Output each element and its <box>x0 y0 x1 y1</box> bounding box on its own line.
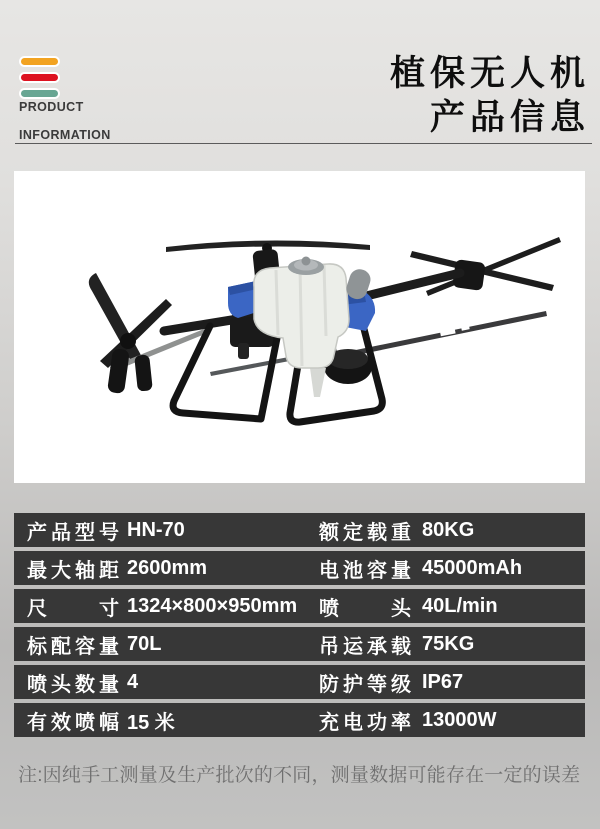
spec-label: 防护等级 <box>319 673 411 696</box>
product-image-panel <box>14 171 585 483</box>
spec-value: 70L <box>127 632 162 655</box>
spec-label: 尺寸 <box>27 597 119 620</box>
spec-row-size <box>14 589 585 623</box>
spec-label: 吊运承载 <box>319 635 411 658</box>
spec-label: 电池容量 <box>319 559 411 582</box>
spec-label: 产品型号 <box>27 521 119 544</box>
spec-row-nozzles <box>14 665 585 699</box>
page-title-line2: 产品信息 <box>429 98 590 137</box>
spec-row-wheelbase <box>14 551 585 585</box>
spec-value: 75KG <box>422 632 475 655</box>
spec-value: 40L/min <box>422 594 498 617</box>
header-divider <box>15 143 592 144</box>
spec-label: 喷头 <box>319 597 411 620</box>
brand-logo <box>19 56 60 104</box>
spec-value: 2600mm <box>127 556 208 579</box>
spec-label: 标配容量 <box>27 635 119 658</box>
spec-value: 13000W <box>422 708 497 731</box>
page-title-line1: 植保无人机 <box>389 54 590 93</box>
spec-label: 充电功率 <box>319 711 411 734</box>
spec-value: 1324×800×950mm <box>127 594 298 617</box>
page-title <box>390 52 590 140</box>
spec-value: 80KG <box>422 518 475 541</box>
logo-caption-line1: PRODUCT <box>19 100 84 114</box>
drone-illustration <box>14 171 585 483</box>
logo-bar-teal-icon <box>19 88 60 99</box>
spec-label: 最大轴距 <box>27 559 119 582</box>
specs-table <box>14 513 585 741</box>
spec-label: 喷头数量 <box>27 673 119 696</box>
spec-value: IP67 <box>422 670 464 693</box>
spec-label: 额定载重 <box>319 521 411 544</box>
measurement-disclaimer: 注:因纯手工测量及生产批次的不同，测量数据可能存在一定的误差 <box>18 765 581 786</box>
spec-value: 45000mAh <box>422 556 523 579</box>
spec-value: 4 <box>127 670 139 693</box>
spec-row-spray-width <box>14 703 585 737</box>
spec-value: 15 米 <box>127 711 175 734</box>
spec-label: 有效喷幅 <box>27 711 119 734</box>
logo-caption-line2: INFORMATION <box>19 128 111 142</box>
spec-value: HN-70 <box>127 518 185 541</box>
logo-bar-orange-icon <box>19 56 60 67</box>
spec-row-capacity <box>14 627 585 661</box>
spec-row-model <box>14 513 585 547</box>
logo-caption <box>19 100 111 142</box>
logo-bar-red-icon <box>19 72 60 83</box>
